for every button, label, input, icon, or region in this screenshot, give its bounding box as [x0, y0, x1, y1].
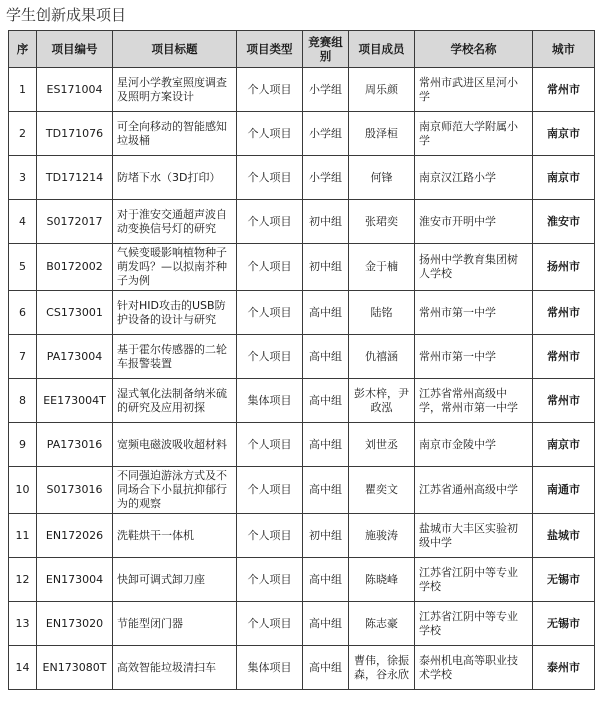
cell-project-title: 快卸可调式卸刀座 — [113, 558, 237, 602]
cell-index: 11 — [9, 514, 37, 558]
cell-project-type: 个人项目 — [237, 112, 303, 156]
cell-members: 周乐颜 — [349, 68, 415, 112]
cell-school: 南京汉江路小学 — [415, 156, 533, 200]
cell-city: 常州市 — [533, 291, 595, 335]
cell-project-id: EN173004 — [37, 558, 113, 602]
cell-project-title: 高效智能垃圾清扫车 — [113, 646, 237, 690]
table-row — [9, 112, 595, 156]
cell-school: 江苏省常州高级中学，常州市第一中学 — [415, 379, 533, 423]
cell-school: 淮安市开明中学 — [415, 200, 533, 244]
cell-city: 淮安市 — [533, 200, 595, 244]
cell-project-id: CS173001 — [37, 291, 113, 335]
cell-project-title: 气候变暖影响植物种子萌发吗？—以拟南芥种子为例 — [113, 244, 237, 291]
cell-project-id: EE173004T — [37, 379, 113, 423]
cell-index: 12 — [9, 558, 37, 602]
cell-project-type: 集体项目 — [237, 379, 303, 423]
page-title: 学生创新成果项目 — [6, 6, 127, 24]
table-row — [9, 335, 595, 379]
cell-project-title: 基于霍尔传感器的二轮车报警装置 — [113, 335, 237, 379]
cell-city: 常州市 — [533, 379, 595, 423]
cell-school: 南京市金陵中学 — [415, 423, 533, 467]
cell-members: 仇禧涵 — [349, 335, 415, 379]
cell-project-type: 个人项目 — [237, 200, 303, 244]
cell-group: 初中组 — [303, 244, 349, 291]
table-row — [9, 156, 595, 200]
header-city: 城市 — [533, 31, 595, 68]
cell-city: 南通市 — [533, 467, 595, 514]
cell-group: 高中组 — [303, 379, 349, 423]
cell-index: 3 — [9, 156, 37, 200]
table-row — [9, 514, 595, 558]
table-row — [9, 200, 595, 244]
table-row — [9, 423, 595, 467]
cell-index: 7 — [9, 335, 37, 379]
cell-project-title: 不同强迫游泳方式及不同场合下小鼠抗抑郁行为的观察 — [113, 467, 237, 514]
cell-index: 8 — [9, 379, 37, 423]
cell-school: 泰州机电高等职业技术学校 — [415, 646, 533, 690]
cell-city: 无锡市 — [533, 602, 595, 646]
cell-city: 扬州市 — [533, 244, 595, 291]
cell-project-type: 个人项目 — [237, 423, 303, 467]
cell-members: 施骏涛 — [349, 514, 415, 558]
cell-group: 高中组 — [303, 467, 349, 514]
cell-project-id: S0173016 — [37, 467, 113, 514]
header-project-id: 项目编号 — [37, 31, 113, 68]
cell-city: 南京市 — [533, 112, 595, 156]
table-row — [9, 68, 595, 112]
cell-city: 无锡市 — [533, 558, 595, 602]
cell-school: 盐城市大丰区实验初级中学 — [415, 514, 533, 558]
cell-group: 高中组 — [303, 335, 349, 379]
cell-members: 曹伟，徐振森，谷永欣 — [349, 646, 415, 690]
cell-project-type: 个人项目 — [237, 514, 303, 558]
cell-project-type: 个人项目 — [237, 291, 303, 335]
cell-index: 2 — [9, 112, 37, 156]
cell-members: 陈志豪 — [349, 602, 415, 646]
cell-index: 6 — [9, 291, 37, 335]
cell-project-title: 星河小学教室照度调查及照明方案设计 — [113, 68, 237, 112]
cell-members: 刘世丞 — [349, 423, 415, 467]
cell-project-id: EN172026 — [37, 514, 113, 558]
cell-city: 常州市 — [533, 68, 595, 112]
cell-project-id: ES171004 — [37, 68, 113, 112]
cell-school: 南京师范大学附属小学 — [415, 112, 533, 156]
cell-index: 5 — [9, 244, 37, 291]
cell-project-type: 个人项目 — [237, 335, 303, 379]
cell-project-title: 洗鞋烘干一体机 — [113, 514, 237, 558]
header-index: 序 — [9, 31, 37, 68]
cell-group: 小学组 — [303, 68, 349, 112]
cell-members: 殷泽桓 — [349, 112, 415, 156]
cell-group: 初中组 — [303, 200, 349, 244]
cell-city: 南京市 — [533, 156, 595, 200]
cell-group: 初中组 — [303, 514, 349, 558]
cell-members: 陈晓峰 — [349, 558, 415, 602]
cell-group: 高中组 — [303, 291, 349, 335]
cell-project-type: 个人项目 — [237, 558, 303, 602]
cell-project-title: 对于淮安交通超声波自动变换信号灯的研究 — [113, 200, 237, 244]
cell-members: 陆铭 — [349, 291, 415, 335]
cell-index: 1 — [9, 68, 37, 112]
cell-project-id: PA173004 — [37, 335, 113, 379]
cell-project-type: 个人项目 — [237, 68, 303, 112]
cell-project-title: 针对HID攻击的USB防护设备的设计与研究 — [113, 291, 237, 335]
table-row — [9, 558, 595, 602]
cell-project-type: 集体项目 — [237, 646, 303, 690]
cell-school: 扬州中学教育集团树人学校 — [415, 244, 533, 291]
cell-project-id: EN173020 — [37, 602, 113, 646]
table-body — [9, 68, 595, 690]
cell-group: 高中组 — [303, 423, 349, 467]
cell-school: 常州市第一中学 — [415, 335, 533, 379]
table-row — [9, 244, 595, 291]
cell-project-title: 节能型闭门器 — [113, 602, 237, 646]
cell-project-type: 个人项目 — [237, 156, 303, 200]
cell-project-id: PA173016 — [37, 423, 113, 467]
table-row — [9, 467, 595, 514]
cell-project-type: 个人项目 — [237, 467, 303, 514]
table-row — [9, 291, 595, 335]
table-row — [9, 646, 595, 690]
cell-group: 高中组 — [303, 602, 349, 646]
cell-project-type: 个人项目 — [237, 244, 303, 291]
cell-school: 江苏省江阴中等专业学校 — [415, 602, 533, 646]
table-row — [9, 602, 595, 646]
cell-index: 9 — [9, 423, 37, 467]
cell-project-title: 可全向移动的智能感知垃圾桶 — [113, 112, 237, 156]
cell-group: 高中组 — [303, 646, 349, 690]
table-row — [9, 379, 595, 423]
cell-index: 13 — [9, 602, 37, 646]
cell-members: 瞿奕文 — [349, 467, 415, 514]
cell-project-title: 宽频电磁波吸收超材料 — [113, 423, 237, 467]
cell-city: 南京市 — [533, 423, 595, 467]
cell-city: 盐城市 — [533, 514, 595, 558]
cell-project-title: 湿式氧化法制备纳米硫的研究及应用初探 — [113, 379, 237, 423]
cell-group: 小学组 — [303, 156, 349, 200]
cell-members: 张珺奕 — [349, 200, 415, 244]
cell-school: 常州市武进区星河小学 — [415, 68, 533, 112]
cell-project-id: B0172002 — [37, 244, 113, 291]
cell-project-title: 防堵下水（3D打印） — [113, 156, 237, 200]
cell-school: 常州市第一中学 — [415, 291, 533, 335]
cell-project-type: 个人项目 — [237, 602, 303, 646]
cell-group: 高中组 — [303, 558, 349, 602]
cell-city: 常州市 — [533, 335, 595, 379]
header-group: 竞赛组别 — [303, 31, 349, 68]
results-table — [8, 30, 595, 690]
cell-city: 泰州市 — [533, 646, 595, 690]
cell-members: 金于楠 — [349, 244, 415, 291]
cell-project-id: S0172017 — [37, 200, 113, 244]
header-members: 项目成员 — [349, 31, 415, 68]
cell-school: 江苏省通州高级中学 — [415, 467, 533, 514]
cell-index: 10 — [9, 467, 37, 514]
cell-members: 彭木梓，尹政泓 — [349, 379, 415, 423]
cell-project-id: TD171076 — [37, 112, 113, 156]
header-project-title: 项目标题 — [113, 31, 237, 68]
cell-index: 14 — [9, 646, 37, 690]
cell-project-id: EN173080T — [37, 646, 113, 690]
cell-index: 4 — [9, 200, 37, 244]
cell-school: 江苏省江阴中等专业学校 — [415, 558, 533, 602]
cell-project-id: TD171214 — [37, 156, 113, 200]
header-project-type: 项目类型 — [237, 31, 303, 68]
header-row — [9, 31, 595, 68]
cell-group: 小学组 — [303, 112, 349, 156]
cell-members: 何锋 — [349, 156, 415, 200]
header-school: 学校名称 — [415, 31, 533, 68]
